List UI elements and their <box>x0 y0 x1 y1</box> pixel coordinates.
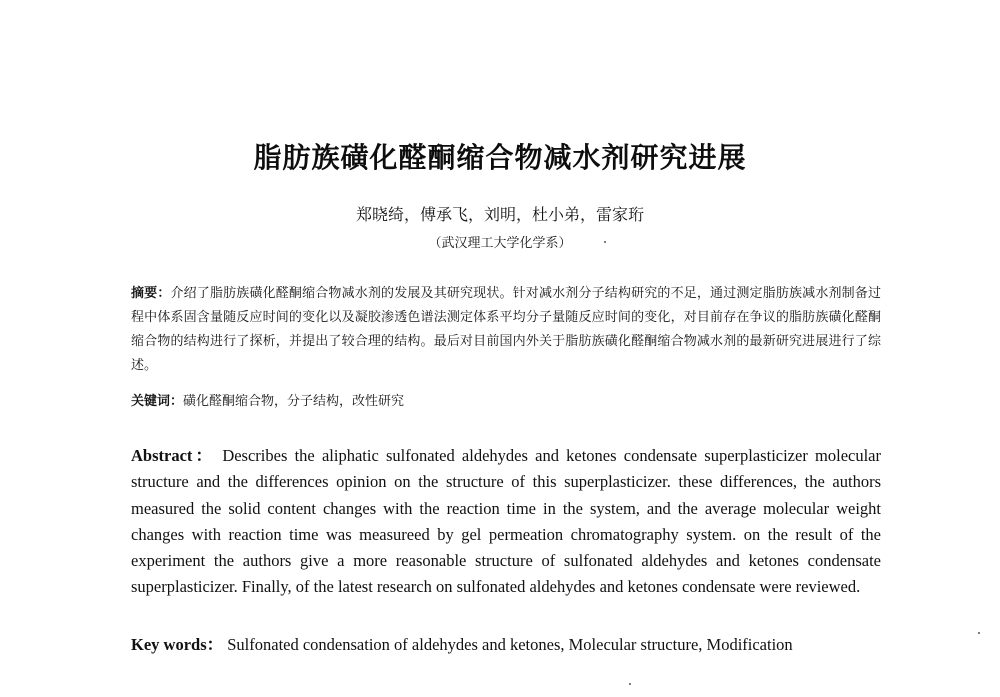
chinese-keywords-text: 磺化醛酮缩合物，分子结构，改性研究 <box>183 394 405 409</box>
author-list: 郑晓绮，傅承飞，刘明，杜小弟，雷家珩 <box>355 205 644 224</box>
scan-speck <box>978 632 980 634</box>
scan-speck <box>604 241 606 243</box>
chinese-abstract-text: 介绍了脂肪族磺化醛酮缩合物减水剂的发展及其研究现状。针对减水剂分子结构研究的不足，通过测定脂肪族减水剂制备过程中体系固含量随反应时间的变化以及凝胶渗透色谱法测定体系平均分子量随反应时间的变化，对目前存在争议的脂肪族磺化醛酮缩合物的结构进行了探析，并提出了较合理的结构。最后对目前国内外关于脂肪族磺化醛酮缩合物减水剂的最新研究进展进行了综述。 <box>131 286 881 373</box>
paper-title: 脂肪族磺化醛酮缩合物减水剂研究进展 <box>253 141 747 174</box>
english-abstract-text: Describes the aliphatic sulfonated aldehydes and ketones condensate superplasticizer molecular structure and the differences opinion on the structure of this superplasticizer. these differences, the authors measured the solid content changes with the reaction time in the system, and the average molecular weight changes with reaction time was measureed by gel permeation chromatography system. on the result of the experiment the authors give a more reasonable structure of sulfonated aldehydes and ketones condensate superplasticizer. Finally, of the latest research on sulfonated aldehydes and ketones condensate were reviewed. <box>131 446 882 597</box>
chinese-keywords <box>131 390 881 414</box>
affiliation: （武汉理工大学化学系） <box>428 236 572 251</box>
chinese-abstract <box>131 282 881 378</box>
chinese-abstract-label: 摘要： <box>131 286 171 301</box>
scan-speck <box>629 683 631 685</box>
english-keywords <box>131 632 881 658</box>
chinese-keywords-label: 关键词： <box>131 394 184 409</box>
english-keywords-label: Key words： <box>131 635 224 654</box>
english-abstract-label: Abstract： <box>131 446 216 465</box>
english-keywords-text: Sulfonated condensation of aldehydes and ketones, Molecular structure, Modification <box>227 635 793 654</box>
english-abstract <box>131 443 881 601</box>
